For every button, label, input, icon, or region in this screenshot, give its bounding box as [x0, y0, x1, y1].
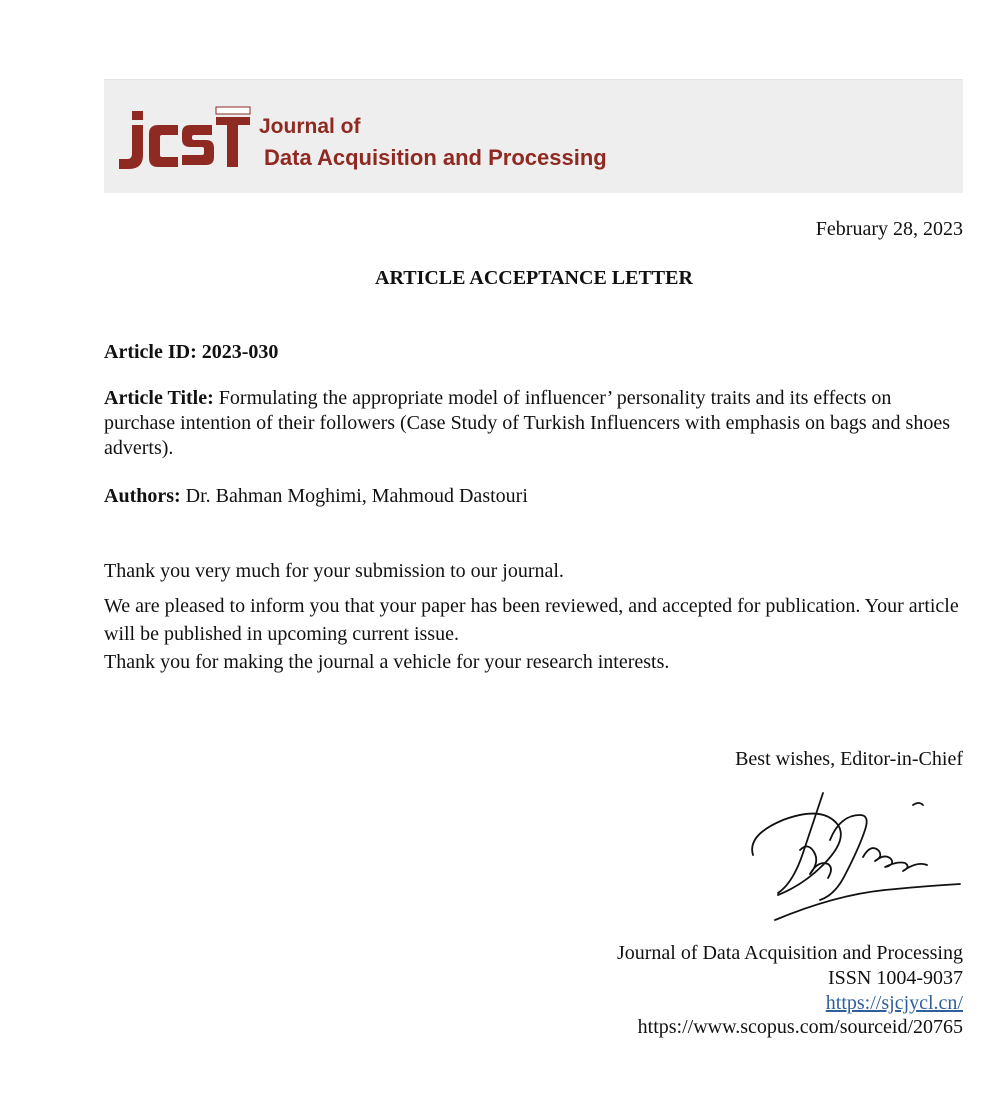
salutation: Best wishes, Editor-in-Chief: [735, 748, 963, 770]
article-title-block: [104, 386, 964, 461]
acceptance-paragraph: We are pleased to inform you that your paper has been reviewed, and accepted for publication. Your article will be published in upcoming current issue.: [104, 595, 959, 645]
authors-line: [104, 484, 964, 509]
journal-banner: [104, 79, 963, 193]
journal-name-line2: Data Acquisition and Processing: [264, 145, 607, 170]
journal-name-line1: Journal of: [259, 115, 361, 138]
article-id-label: Article ID:: [104, 341, 202, 363]
editor-signature: [745, 785, 965, 930]
authors-label: Authors:: [104, 485, 181, 507]
article-title-label: Article Title:: [104, 387, 214, 409]
journal-website-link[interactable]: https://sjcjycl.cn/: [825, 992, 963, 1014]
article-id-line: [104, 340, 964, 365]
journal-logo: [116, 103, 251, 173]
letter-date: February 28, 2023: [815, 218, 963, 240]
scopus-link[interactable]: https://www.scopus.com/sourceid/20765: [637, 1016, 963, 1038]
letter-heading: ARTICLE ACCEPTANCE LETTER: [375, 267, 693, 289]
issn: ISSN 1004-9037: [827, 967, 963, 989]
article-title-value: Formulating the appropriate model of influencer’ personality traits and its effects on purchase intention of their followers (Case Study of Turkish Influencers with emphasis on bags and shoes adverts).: [104, 387, 950, 459]
closing-paragraph: Thank you for making the journal a vehicle for your research interests.: [104, 651, 670, 673]
journal-name: Journal of Data Acquisition and Processing: [616, 942, 963, 964]
article-id-value: 2023-030: [201, 341, 279, 363]
authors-value: Dr. Bahman Moghimi, Mahmoud Dastouri: [180, 485, 528, 507]
thank-you-paragraph: Thank you very much for your submission to our journal.: [104, 560, 564, 582]
